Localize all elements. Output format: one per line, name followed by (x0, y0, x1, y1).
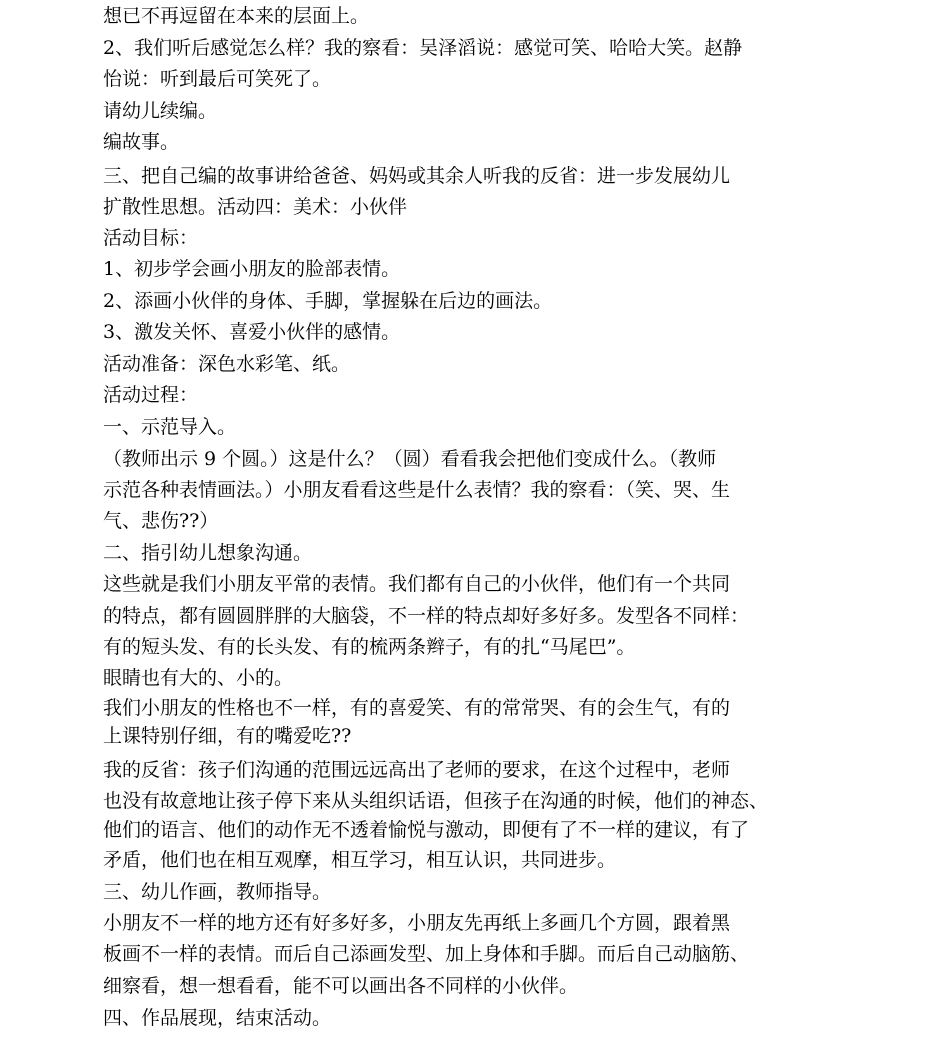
text-line: 气、悲伤??） (103, 510, 219, 532)
text-line: 1、初步学会画小朋友的脸部表情。 (103, 258, 401, 280)
text-line: 2、我们听后感觉怎么样？我的察看：吴泽滔说：感觉可笑、哈哈大笑。赵静 (103, 37, 743, 59)
text-line: 眼睛也有大的、小的。 (103, 667, 294, 689)
text-line: 3、激发关怀、喜爱小伙伴的感情。 (103, 321, 401, 343)
text-line: 板画不一样的表情。而后自己添画发型、加上身体和手脚。而后自己动脑筋、 (103, 943, 750, 965)
text-line: 活动准备：深色水彩笔、纸。 (103, 353, 351, 375)
text-line: 也没有故意地让孩子停下来从头组织话语，但孩子在沟通的时候，他们的神态、 (103, 790, 769, 812)
text-line: 有的短头发、有的长头发、有的梳两条辫子，有的扎“马尾巴”。 (103, 636, 636, 658)
text-line: 我的反省：孩子们沟通的范围远远高出了老师的要求，在这个过程中，老师 (103, 759, 731, 781)
text-line: 2、添画小伙伴的身体、手脚，掌握躲在后边的画法。 (103, 290, 553, 312)
text-line: 四、作品展现，结束活动。 (103, 1007, 332, 1029)
text-line: 示范各种表情画法。）小朋友看看这些是什么表情？我的察看：（笑、哭、生 (103, 479, 731, 501)
text-line: 活动过程： (103, 384, 199, 406)
text-line: 上课特别仔细，有的嘴爱吃?? (103, 725, 352, 747)
text-line: 这些就是我们小朋友平常的表情。我们都有自己的小伙伴，他们有一个共同 (103, 573, 731, 595)
text-line: 编故事。 (103, 131, 180, 153)
text-line: 一、示范导入。 (103, 416, 237, 438)
text-line: 怡说：听到最后可笑死了。 (103, 68, 332, 90)
text-line: 扩散性思想。活动四：美术：小伙伴 (103, 196, 408, 218)
text-line: 我们小朋友的性格也不一样，有的喜爱笑、有的常常哭、有的会生气，有的 (103, 697, 731, 719)
text-line: 三、幼儿作画，教师指导。 (103, 881, 332, 903)
text-line: 的特点，都有圆圆胖胖的大脑袋，不一样的特点却好多好多。发型各不同样： (103, 605, 750, 627)
text-line: 二、指引幼儿想象沟通。 (103, 542, 313, 564)
text-line: （教师出示 9 个圆。）这是什么？（圆）看看我会把他们变成什么。（教师 (103, 448, 717, 470)
text-line: 小朋友不一样的地方还有好多好多，小朋友先再纸上多画几个方圆，跟着黑 (103, 912, 731, 934)
text-line: 三、把自己编的故事讲给爸爸、妈妈或其余人听我的反省：进一步发展幼儿 (103, 165, 731, 187)
text-line: 活动目标： (103, 227, 199, 249)
text-line: 细察看，想一想看看，能不可以画出各不同样的小伙伴。 (103, 975, 579, 997)
text-line: 想已不再逗留在本来的层面上。 (103, 5, 370, 27)
text-line: 请幼儿续编。 (103, 100, 218, 122)
text-line: 他们的语言、他们的动作无不透着愉悦与激动，即便有了不一样的建议，有了 (103, 819, 750, 841)
text-line: 矛盾，他们也在相互观摩，相互学习，相互认识，共同进步。 (103, 849, 617, 871)
